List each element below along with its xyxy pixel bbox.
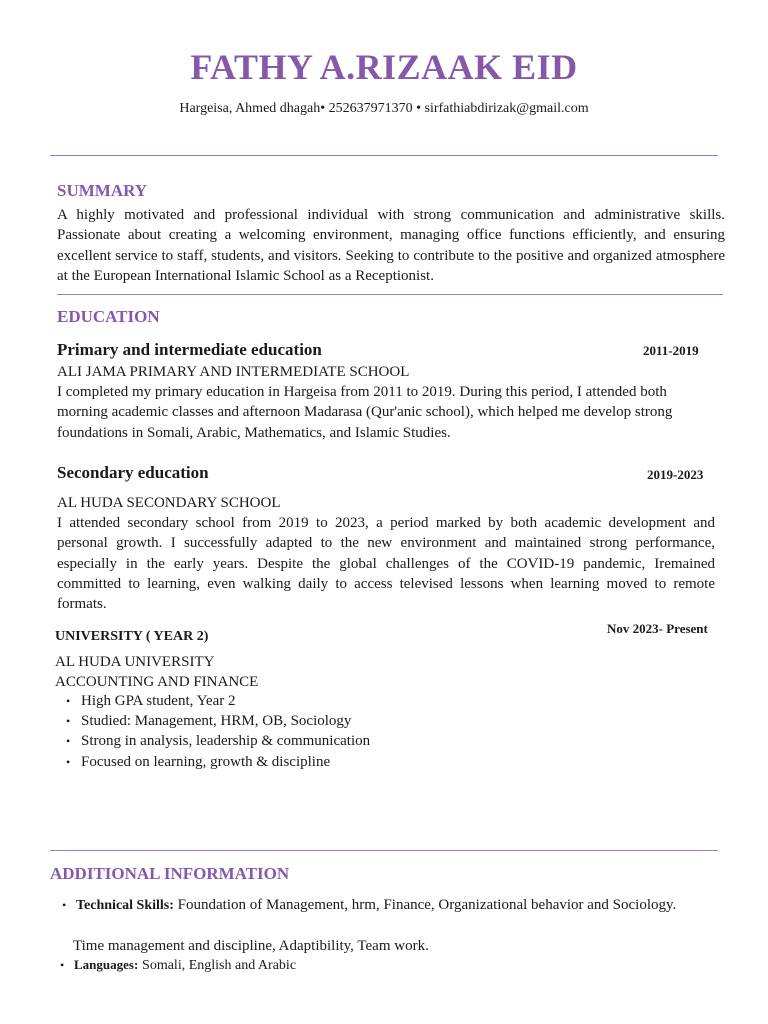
bullet-icon: •: [62, 898, 67, 912]
list-item: • Studied: Management, HRM, OB, Sociology: [55, 711, 655, 731]
primary-school-name: ALI JAMA PRIMARY AND INTERMEDIATE SCHOOL: [57, 364, 410, 380]
university-title: UNIVERSITY ( YEAR 2): [55, 629, 209, 644]
university-highlights: [55, 691, 655, 772]
secondary-education-title: Secondary education: [57, 463, 209, 482]
primary-education-dates: 2011-2019: [643, 343, 699, 358]
education-heading: EDUCATION: [57, 307, 160, 326]
languages-label: Languages:: [74, 957, 139, 972]
resume-name: FATHY A.RIZAAK EID: [190, 47, 578, 87]
technical-skills-item: [62, 895, 696, 917]
university-program: ACCOUNTING AND FINANCE: [55, 674, 259, 690]
bullet-icon: •: [66, 694, 71, 708]
bullet-icon: •: [66, 734, 71, 749]
technical-skills-text: Foundation of Management, hrm, Finance, Organizational behavior and Sociology.: [177, 897, 677, 913]
university-name: AL HUDA UNIVERSITY: [55, 654, 215, 670]
additional-divider: [50, 850, 718, 851]
bullet-icon: •: [66, 714, 71, 729]
bullet-icon: •: [66, 754, 71, 769]
summary-divider: [57, 294, 723, 295]
secondary-school-name: AL HUDA SECONDARY SCHOOL: [57, 495, 281, 511]
technical-skills-label: Technical Skills:: [76, 898, 174, 913]
languages-text: Somali, English and Arabic: [142, 958, 297, 973]
header-divider: [50, 155, 718, 156]
summary-heading: SUMMARY: [57, 181, 148, 200]
soft-skills-text: Time management and discipline, Adaptibility, Team work.: [73, 938, 429, 954]
primary-education-description: I completed my primary education in Hargeisa from 2011 to 2019. During this period, I attended both morning academic classes and afternoon Madarasa (Qur'anic school), which helped me develop strong foundations in Somali, Arabic, Mathematics, and Islamic Studies.: [57, 384, 673, 441]
additional-info-heading: ADDITIONAL INFORMATION: [50, 864, 290, 883]
bullet-icon: •: [60, 958, 65, 972]
university-dates: Nov 2023- Present: [607, 621, 708, 636]
contact-line: Hargeisa, Ahmed dhagah• 252637971370 • sirfathiabdirizak@gmail.com: [179, 101, 589, 116]
list-item: • Focused on learning, growth & discipline: [55, 752, 655, 772]
list-item: • Strong in analysis, leadership & communication: [55, 731, 655, 751]
secondary-education-description: I attended secondary school from 2019 to 2023, a period marked by both academic development and personal growth. I successfully adapted to the new environment and maintained strong performance, especially in the early years. Despite the global challenges of the COVID-19 pandemic, Iremained committed to learning, even walking daily to access televised lessons when learning moved to remote formats.: [57, 515, 715, 613]
list-item: • High GPA student, Year 2: [55, 691, 655, 711]
primary-education-title: Primary and intermediate education: [57, 340, 322, 359]
secondary-education-dates: 2019-2023: [647, 467, 704, 482]
summary-text: A highly motivated and professional individual with strong communication and administrative skills. Passionate about creating a welcoming environment, managing office functions efficiently, and ensuring excellent service to staff, students, and visitors. Seeking to contribute to the positive and organized atmosphere at the European International Islamic School as a Receptionist.: [57, 207, 725, 284]
languages-item: [60, 955, 297, 977]
